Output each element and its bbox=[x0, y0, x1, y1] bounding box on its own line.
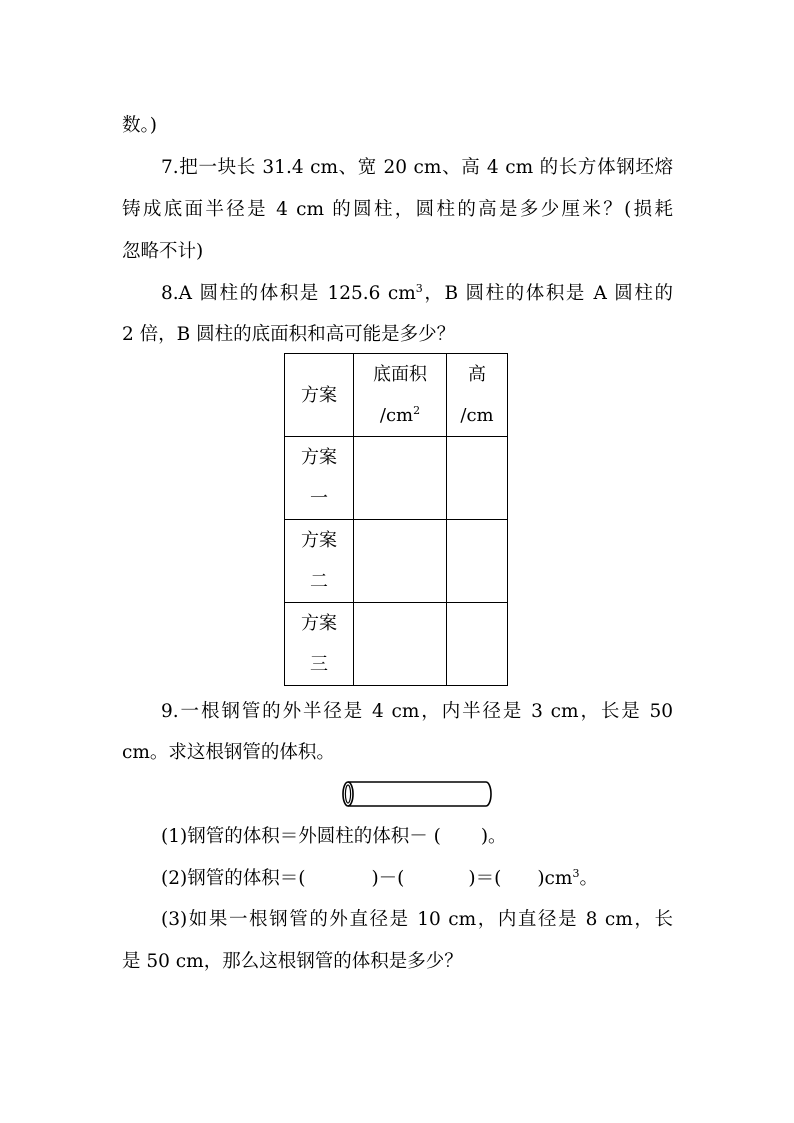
q8-text-a: 8.A 圆柱的体积是 125.6 cm bbox=[161, 283, 416, 304]
header-cell-height bbox=[447, 354, 508, 437]
row-label-line-2: 三 bbox=[310, 654, 328, 675]
row-label-cell bbox=[285, 603, 354, 686]
answer-cell-height[interactable] bbox=[447, 603, 508, 686]
question-9-sub-1 bbox=[161, 825, 673, 849]
table-row bbox=[285, 520, 508, 603]
header-height-label: 高 bbox=[468, 364, 486, 385]
steel-pipe-illustration bbox=[340, 779, 494, 809]
text-line-continuation: 数。) bbox=[122, 115, 157, 136]
sub2-text-d: )cm bbox=[537, 868, 573, 889]
pipe-body bbox=[348, 782, 491, 806]
question-9-line-2: cm。求这根钢管的体积。 bbox=[122, 742, 335, 763]
row-label-line-2: 二 bbox=[310, 571, 328, 592]
answer-cell-base-area[interactable] bbox=[354, 603, 447, 686]
row-label-line-1: 方案 bbox=[301, 530, 337, 551]
q8-text-b: ，B 圆柱的体积是 A 圆柱的 bbox=[422, 283, 673, 304]
question-8-line-1 bbox=[161, 282, 673, 306]
header-cell-base-area bbox=[354, 354, 447, 437]
answer-cell-base-area[interactable] bbox=[354, 520, 447, 603]
sub2-text-a: (2)钢管的体积＝( bbox=[161, 868, 306, 889]
row-label-line-1: 方案 bbox=[301, 447, 337, 468]
question-7-line-1: 7.把一块长 31.4 cm、宽 20 cm、高 4 cm 的长方体钢坯熔 bbox=[161, 157, 673, 178]
sub1-text-b: )。 bbox=[480, 826, 507, 847]
sub1-text-a: (1)钢管的体积＝外圆柱的体积－ ( bbox=[161, 826, 441, 847]
question-7-line-2: 铸成底面半径是 4 cm 的圆柱，圆柱的高是多少厘米？(损耗 bbox=[122, 199, 673, 220]
sub2-text-b: )－( bbox=[371, 868, 405, 889]
table-row bbox=[285, 603, 508, 686]
question-9-sub-3-line-2: 是 50 cm，那么这根钢管的体积是多少？ bbox=[122, 951, 463, 972]
table-header-row bbox=[285, 354, 508, 437]
sub2-text-e: 。 bbox=[579, 868, 598, 889]
header-base-area-label: 底面积 bbox=[373, 364, 427, 385]
header-height-unit: /cm bbox=[460, 405, 494, 426]
base-area-unit-text: /cm bbox=[379, 405, 414, 426]
pipe-inner-end bbox=[345, 785, 350, 803]
answer-cell-height[interactable] bbox=[447, 520, 508, 603]
question-9-sub-2 bbox=[161, 867, 673, 891]
base-area-unit-sup: 2 bbox=[413, 404, 421, 417]
question-9-sub-3-line-1: (3)如果一根钢管的外直径是 10 cm，内直径是 8 cm，长 bbox=[161, 909, 673, 930]
row-label-line-2: 一 bbox=[310, 488, 328, 509]
row-label-line-1: 方案 bbox=[301, 613, 337, 634]
answer-cell-height[interactable] bbox=[447, 437, 508, 520]
row-label-cell bbox=[285, 520, 354, 603]
answer-cell-base-area[interactable] bbox=[354, 437, 447, 520]
q8-superscript: 3 bbox=[415, 282, 423, 295]
sub2-superscript: 3 bbox=[572, 867, 580, 880]
row-label-cell bbox=[285, 437, 354, 520]
sub2-text-c: )＝( bbox=[468, 868, 502, 889]
question-7-line-3: 忽略不计) bbox=[122, 241, 204, 262]
table-row bbox=[285, 437, 508, 520]
question-8-line-2: 2 倍，B 圆柱的底面积和高可能是多少？ bbox=[122, 324, 456, 345]
question-9-line-1: 9.一根钢管的外半径是 4 cm，内半径是 3 cm，长是 50 bbox=[161, 701, 673, 722]
header-cell-plan: 方案 bbox=[285, 354, 354, 437]
plan-table bbox=[284, 353, 508, 686]
header-base-area-unit bbox=[354, 395, 446, 436]
